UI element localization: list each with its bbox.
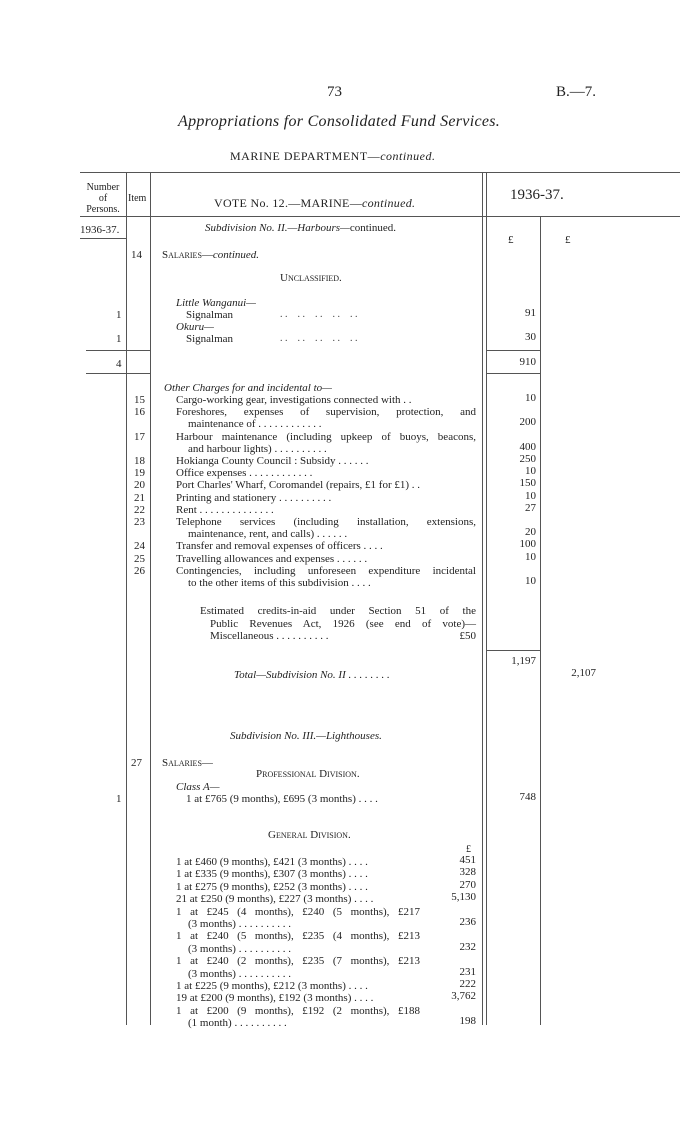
subdivision-3-heading: Subdivision No. III.—Lighthouses. [230,730,382,742]
persons-count: 1 [116,333,122,345]
credits-in-aid-note: Estimated credits-in-aid under Section 51 of the Public Revenues Act, 1926 (see end of vote)— Miscellaneous . . . . . . . . . . [200,605,476,642]
charge-amount: 100 [519,538,536,551]
general-division-line: 1 at £240 (2 months), £235 (7 months), £213 [176,955,420,968]
table-top-rule [80,172,680,173]
charge-description: Foreshores, expenses of supervision, protection, and [176,406,476,419]
charge-amount: 400 [519,440,536,453]
general-division-amount: 270 [459,878,476,891]
subtotal-rule [86,350,150,351]
persons-column-header: Number of Persons. [86,182,120,215]
subtotal-rule [486,373,540,374]
salaries-item-number: 14 [131,249,142,261]
general-division-amount: 236 [459,916,476,928]
general-division-amount: 232 [459,940,476,953]
charge-description: Office expenses . . . . . . . . . . . . [176,467,313,480]
charge-description: Cargo-working gear, investigations connected with . . [176,394,412,406]
charge-amount: 10 [525,575,536,587]
charge-amount: 10 [525,550,536,563]
item-column-rule [150,172,151,1025]
charge-item-number: 19 [134,467,145,480]
general-division-heading: General Division. [268,829,351,841]
charge-item-number: 21 [134,491,145,504]
general-division-line: 21 at £250 (9 months), £227 (3 months) . . . . [176,893,374,906]
persons-column-rule [126,172,127,1025]
general-division-amount: 231 [459,965,476,978]
charge-description: maintenance of . . . . . . . . . . . . [188,418,322,431]
class-a-label: Class A— [176,781,220,793]
general-division-line: (3 months) . . . . . . . . . . [188,942,291,955]
charge-description: Harbour maintenance (including upkeep of buoys, beacons, [176,430,476,443]
general-division-amount: 222 [459,978,476,990]
charge-description: Transfer and removal expenses of officers . . . . [176,540,383,553]
general-currency: £ [466,844,471,855]
charge-amount: 27 [525,501,536,514]
amount-column-rule-double [486,172,487,1025]
charge-description: Hokianga County Council : Subsidy . . . . . . [176,455,369,467]
total-column-rule [540,216,541,1025]
document-reference: B.—7. [556,84,597,100]
item-column-header: Item [128,193,147,204]
charge-amount: 150 [519,477,536,490]
charge-item-number: 26 [134,564,145,577]
role-label: Signalman [186,309,234,321]
general-division-line: 1 at £225 (9 months), £212 (3 months) . . . . [176,980,368,992]
unclassified-heading: Unclassified. [280,272,342,284]
charge-item-number: 20 [134,479,145,492]
charge-item-number: 23 [134,516,145,528]
year-header: 1936-37. [510,187,564,203]
charge-amount: 20 [525,526,536,539]
charge-item-number: 25 [134,552,145,565]
currency-column-1: £ [508,234,514,246]
subdivision-total-label: Total—Subdivision No. II . . . . . . . . [234,669,390,681]
charge-description: to the other items of this subdivision . . . . [188,577,371,589]
general-division-line: 1 at £245 (4 months), £240 (5 months), £217 [176,905,420,918]
general-division-line: 1 at £200 (9 months), £192 (2 months), £188 [176,1004,420,1017]
charge-amount: 250 [519,453,536,465]
charge-amount: 10 [525,465,536,478]
charge-description: Port Charles' Wharf, Coromandel (repairs, £1 for £1) . . [176,479,421,492]
charge-description: and harbour lights) . . . . . . . . . . [188,442,327,455]
amount-value: 748 [519,791,536,803]
persons-count: 1 [116,309,122,321]
general-division-line: (3 months) . . . . . . . . . . [188,918,291,930]
credits-amount: £50 [459,630,476,642]
general-division-line: 1 at £275 (9 months), £252 (3 months) . . . . [176,880,368,893]
charge-item-number: 18 [134,455,145,467]
general-division-line: 1 at £335 (9 months), £307 (3 months) . . . . [176,868,368,881]
persons-year: 1936-37. [80,224,120,236]
other-charges-heading: Other Charges for and incidental to— [164,382,332,394]
charge-amount: 10 [525,392,536,404]
place-label: Little Wanganui— [176,297,256,309]
currency-column-2: £ [565,234,571,246]
page-title: Appropriations for Consolidated Fund Services. [178,113,501,130]
department-heading: MARINE DEPARTMENT—continued. [230,149,436,163]
salaries-heading: Salaries— [162,757,213,769]
general-division-amount: 5,130 [451,891,476,904]
charges-total: 1,197 [511,655,536,667]
total-rule [486,650,540,651]
vote-title: VOTE No. 12.—MARINE—continued. [214,196,416,210]
general-division-line: 1 at £240 (5 months), £235 (4 months), £213 [176,930,420,943]
general-division-line: (1 month) . . . . . . . . . . [188,1017,287,1030]
persons-year-rule [80,238,126,239]
general-division-amount: 3,762 [451,990,476,1003]
charge-item-number: 22 [134,503,145,516]
charge-item-number: 17 [134,430,145,443]
salaries-total: 910 [519,356,536,368]
professional-division-heading: Professional Division. [256,768,360,780]
charge-description: Telephone services (including installation, extensions, [176,516,476,528]
general-division-line: 19 at £200 (9 months), £192 (3 months) . . . . [176,992,374,1005]
charge-description: Printing and stationery . . . . . . . . . . [176,491,332,504]
general-division-amount: 451 [459,854,476,866]
charge-amount: 200 [519,416,536,429]
charge-amount: 10 [525,489,536,502]
salaries-heading: Salaries—continued. [162,249,260,261]
charge-description: maintenance, rent, and calls) . . . . . . [188,528,348,541]
class-a-line: 1 at £765 (9 months), £695 (3 months) . . . . [186,793,378,805]
page-number: 73 [327,84,342,100]
charge-item-number: 24 [134,540,145,553]
role-label: Signalman [186,333,234,345]
charge-item-number: 15 [134,394,145,406]
subtotal-rule [86,373,150,374]
persons-count: 1 [116,793,122,805]
amount-value: 30 [525,331,536,343]
place-label: Okuru— [176,321,214,333]
charge-description: Travelling allowances and expenses . . . . . . [176,552,368,565]
salaries-total-persons: 4 [116,358,122,370]
charge-description: Rent . . . . . . . . . . . . . . [176,503,274,516]
amount-value: 91 [525,307,536,319]
general-division-line: (3 months) . . . . . . . . . . [188,967,291,980]
salaries-item-number: 27 [131,757,142,769]
subtotal-rule [486,350,540,351]
charge-item-number: 16 [134,406,145,419]
charge-description: Contingencies, including unforeseen expenditure incidental [176,564,476,577]
general-division-line: 1 at £460 (9 months), £421 (3 months) . . . . [176,856,368,868]
subdivision-total-amount: 2,107 [571,667,596,679]
general-division-amount: 328 [459,866,476,879]
amount-column-rule [482,172,483,1025]
general-division-amount: 198 [459,1015,476,1028]
subdivision-2-heading: Subdivision No. II.—Harbours—continued. [205,222,396,234]
header-bottom-rule [80,216,680,217]
